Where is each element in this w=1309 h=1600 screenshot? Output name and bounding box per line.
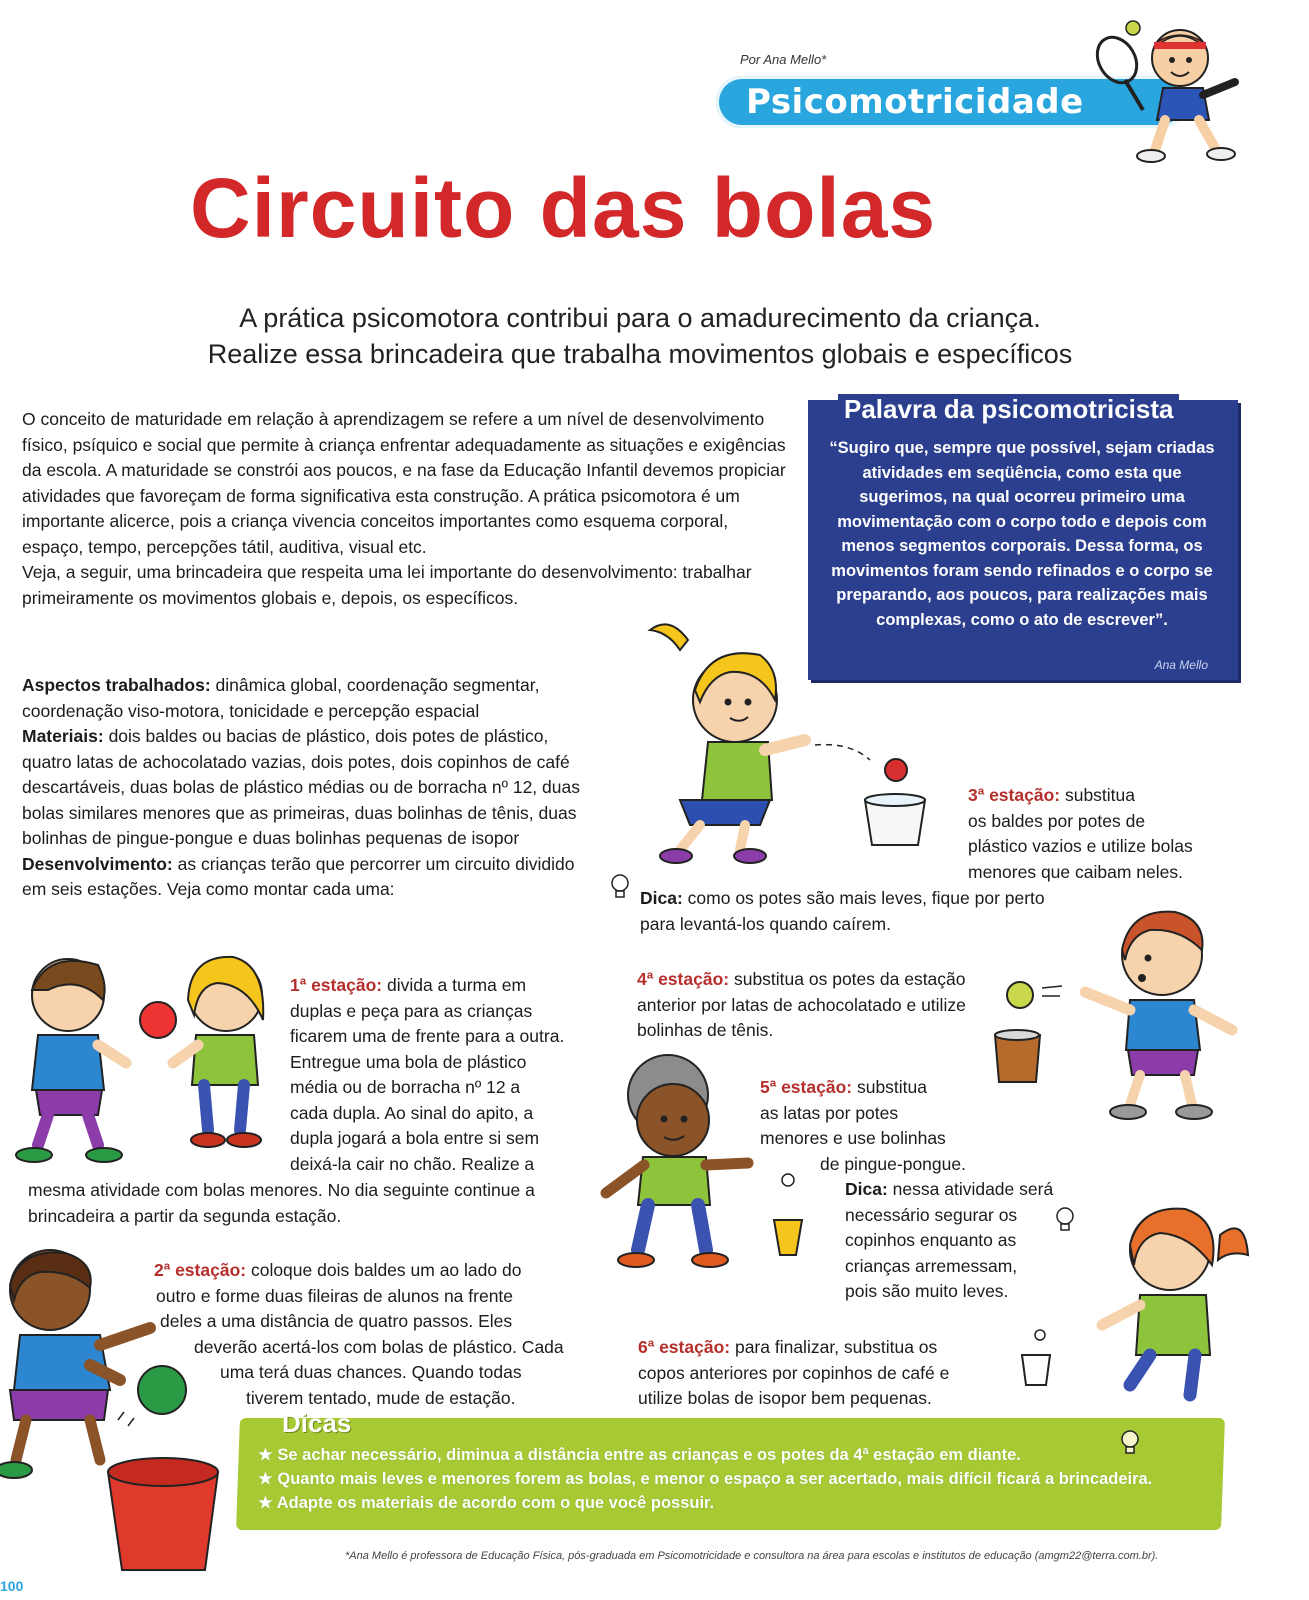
station-4: [637, 967, 1037, 1044]
station-1-line-1: [290, 973, 620, 999]
station-1-text-g: dupla jogará a bola entre si sem: [290, 1128, 540, 1148]
station-6-text-a: para finalizar, substitua os: [730, 1337, 938, 1357]
station-4-text-c: bolinhas de tênis.: [637, 1020, 774, 1040]
quote-signature: Ana Mello: [1154, 658, 1208, 672]
station-5-text-a: substitua: [852, 1077, 927, 1097]
materials-paragraph: [22, 724, 602, 852]
station-4-line-1: [637, 967, 1037, 993]
station-2-label: 2ª estação:: [154, 1260, 247, 1280]
tip-2-text-e: pois são muito leves.: [845, 1281, 1009, 1301]
station-4-text-a: substitua os potes da estação: [729, 969, 966, 989]
station-2-text-c: deles a uma distância de quatro passos. Eles: [160, 1311, 513, 1331]
station-5-line-1: [760, 1075, 1040, 1101]
boy-bucket-illustration: [0, 1250, 240, 1595]
quote-text: “Sugiro que, sempre que possível, sejam criadas atividades em seqüência, como esta que sugerimos, na qual ocorreu primeiro uma movimentação com o corpo todo e depois com menos segmentos corporais. Dessa forma, os movimentos foram sendo refinados e o corpo se preparando, aos poucos, para realizações mais complexas, como o ato de escrever”.: [829, 439, 1215, 629]
station-6: [638, 1335, 998, 1412]
girl-cup-illustration: [1020, 1195, 1250, 1415]
tips-list: [258, 1443, 1218, 1515]
station-1-text-b: duplas e peça para as crianças: [290, 1000, 533, 1021]
activity-details: [22, 673, 602, 903]
aspects-paragraph: [22, 673, 602, 724]
tip-2-text-b: necessário segurar os: [845, 1204, 1018, 1225]
station-1-text-d: Entregue uma bola de plástico: [290, 1051, 527, 1072]
tip-1-text-a: como os potes são mais leves, fique por perto: [682, 888, 1045, 908]
tip-item: ★ Quanto mais leves e menores forem as bolas, e menor o espaço a ser acertado, mais difícil ficará a brincadeira.: [258, 1467, 1218, 1491]
tip-item: ★ Adapte os materiais de acordo com o que você possuir.: [258, 1491, 1218, 1515]
development-label: Desenvolvimento:: [22, 853, 173, 874]
station-1-text-a: divida a turma em: [382, 975, 527, 995]
development-paragraph: [22, 852, 602, 903]
tip-1-text-b: para levantá-los quando caírem.: [640, 913, 891, 934]
aspects-label: Aspectos trabalhados:: [22, 675, 211, 695]
tip-1-label: Dica:: [640, 888, 683, 908]
station-3-text-d: menores que caibam neles.: [968, 861, 1183, 882]
girl-throwing-illustration: [640, 610, 940, 870]
materials-label: Materiais:: [22, 726, 104, 746]
aspects-text: dinâmica global, coordenação segmentar, coordenação viso-motora, tonicidade e percepção espacial: [22, 675, 540, 721]
station-1-text-i: mesma atividade com bolas menores. No dia seguinte continue a: [28, 1180, 535, 1200]
station-2-text-d: deverão acertá-los com bolas de plástico. Cada: [194, 1336, 564, 1357]
station-3-text-a: substitua: [1060, 785, 1135, 805]
lightbulb-icon: [608, 872, 632, 902]
quote-title: Palavra da psicomotricista: [838, 394, 1179, 425]
subtitle: [110, 300, 1170, 372]
station-1-text-e: média ou de borracha nº 12 a: [290, 1077, 521, 1097]
development-text: as crianças terão que percorrer um circuito dividido em seis estações. Veja como montar cada uma:: [22, 853, 575, 899]
author-footnote: *Ana Mello é professora de Educação Física, pós-graduada em Psicomotricidade e consultora na área para escolas e institutos de educação (amgm22@terra.com.br).: [345, 1550, 1159, 1562]
station-2-text-a: coloque dois baldes um ao lado do: [246, 1260, 522, 1280]
tip-2-text-a: nessa atividade será: [887, 1179, 1054, 1199]
tip-2-label: Dica:: [845, 1179, 888, 1199]
station-2-text-f: tiverem tentado, mude de estação.: [246, 1387, 516, 1408]
station-1-continued: [28, 1178, 628, 1229]
station-1-text-j: brincadeira a partir da segunda estação.: [28, 1205, 342, 1226]
tip-item: ★ Se achar necessário, diminua a distância entre as crianças e os potes da 4ª estação em diante.: [258, 1443, 1218, 1467]
materials-text: dois baldes ou bacias de plástico, dois potes de plástico, quatro latas de achocolatado vazias, dois potes, dois copinhos de café descartáveis, duas bolas de plástico médias ou de borracha nº 12, duas bolas similares menores que as primeiras, duas bolinhas de tênis, duas bolinhas de pingue-pongue e duas bolinhas pequenas de isopor: [22, 726, 580, 848]
station-5-label: 5ª estação:: [760, 1077, 853, 1097]
station-3-text-c: plástico vazios e utilize bolas: [968, 836, 1193, 856]
station-6-text-b: copos anteriores por copinhos de café e: [638, 1362, 950, 1383]
station-2-text-e: uma terá duas chances. Quando todas: [220, 1362, 522, 1382]
station-4-label: 4ª estação:: [637, 969, 730, 989]
station-1-label: 1ª estação:: [290, 975, 383, 995]
station-5-text-b: as latas por potes: [760, 1102, 899, 1123]
kids-pair-illustration: [8, 945, 278, 1170]
station-3-label: 3ª estação:: [968, 785, 1061, 805]
tips-title: Dicas: [282, 1408, 352, 1438]
station-3: [968, 783, 1228, 885]
tennis-kid-illustration: [1085, 10, 1255, 165]
station-1-text-f: cada dupla. Ao sinal do apito, a: [290, 1102, 534, 1123]
section-name: Psicomotricidade: [746, 82, 1084, 122]
intro-paragraph-2: Veja, a seguir, uma brincadeira que respeita uma lei importante do desenvolvimento: trabalhar primeiramente os movimentos globais e, depois, os específicos.: [22, 562, 752, 608]
station-5-text-c: menores e use bolinhas: [760, 1128, 946, 1148]
subtitle-line-2: Realize essa brincadeira que trabalha movimentos globais e específicos: [207, 339, 1073, 369]
tip-2-text-c: copinhos enquanto as: [845, 1230, 1017, 1250]
station-3-text-b: os baldes por potes de: [968, 810, 1146, 831]
station-6-line-1: [638, 1335, 998, 1361]
intro-paragraph-1: O conceito de maturidade em relação à aprendizagem se refere a um nível de desenvolvimento físico, psíquico e social que permite à criança enfrentar adequadamente as situações e exigências da escola. A maturidade se constrói aos poucos, e na fase da Educação Infantil devemos propiciar atividades que favoreçam de forma significativa esta construção. A prática psicomotora é um importante alicerce, pois a criança vivencia conceitos importantes como esquema corporal, espaço, tempo, percepções tátil, auditiva, visual etc.: [22, 409, 786, 557]
page-number: 100: [0, 1578, 24, 1594]
station-6-text-c: utilize bolas de isopor bem pequenas.: [638, 1388, 932, 1408]
tip-2-text-d: crianças arremessam,: [845, 1255, 1018, 1276]
station-5: [760, 1075, 1040, 1177]
station-2-text-b: outro e forme duas fileiras de alunos na frente: [156, 1285, 514, 1306]
station-3-line-1: [968, 783, 1228, 809]
intro-text: [22, 407, 792, 611]
station-5-text-d: de pingue-pongue.: [820, 1153, 966, 1174]
station-1-text-c: ficarem uma de frente para a outra.: [290, 1026, 565, 1046]
byline: Por Ana Mello*: [740, 52, 827, 67]
station-1-text-h: deixá-la cair no chão. Realize a: [290, 1153, 535, 1174]
station-4-text-b: anterior por latas de achocolatado e utilize: [637, 994, 966, 1015]
page-title: Circuito das bolas: [190, 161, 937, 255]
subtitle-line-1: A prática psicomotora contribui para o amadurecimento da criança.: [239, 303, 1041, 333]
station-6-label: 6ª estação:: [638, 1337, 731, 1357]
station-1: [290, 973, 620, 1177]
